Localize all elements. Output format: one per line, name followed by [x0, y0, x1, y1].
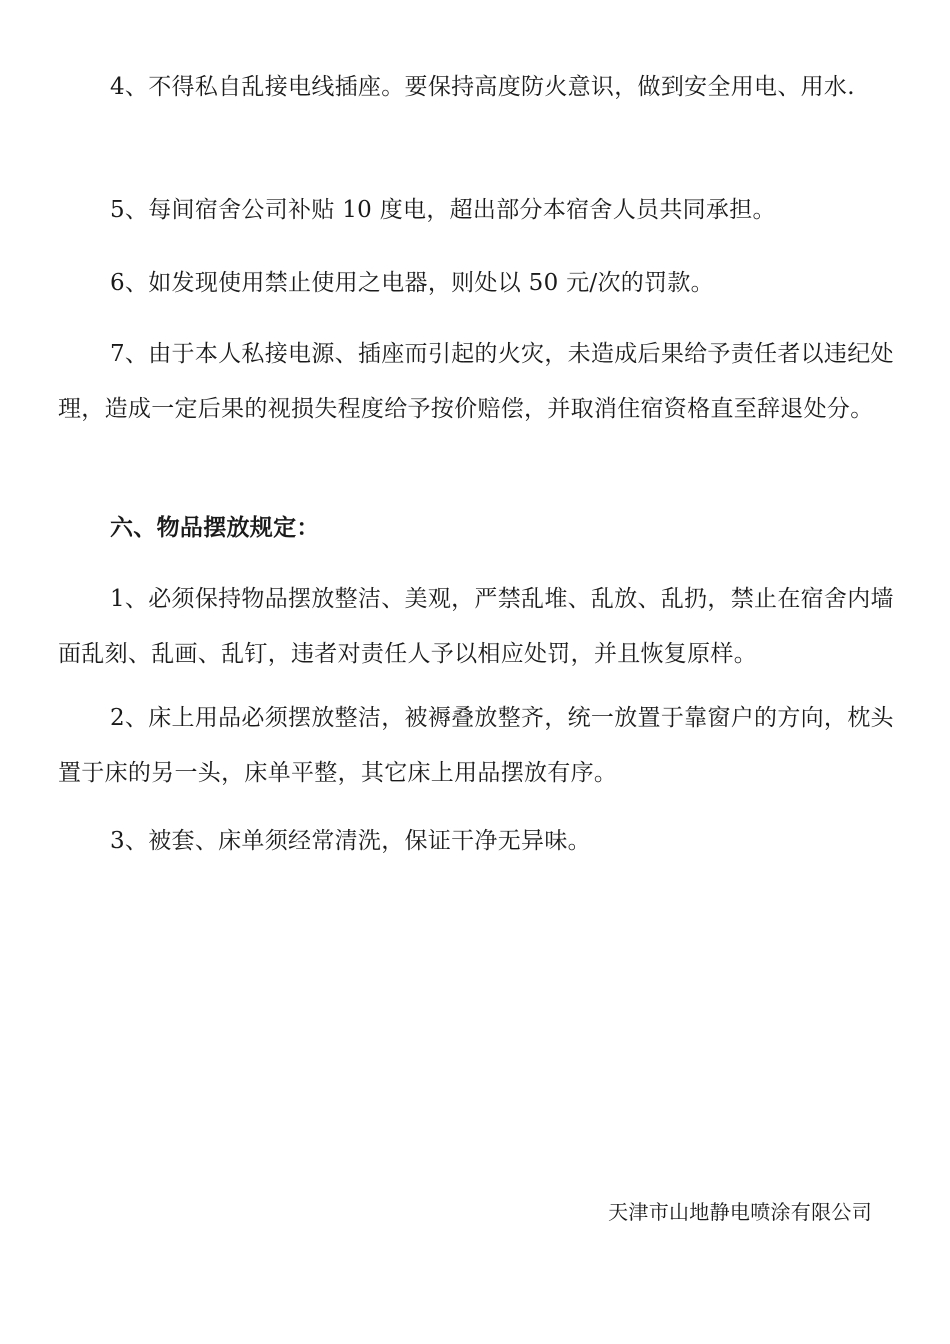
rule-item-7: 7、由于本人私接电源、插座而引起的火灾，未造成后果给予责任者以违纪处理，造成一定后果的视损失程度给予按价赔偿，并取消住宿资格直至辞退处分。	[58, 341, 894, 422]
placement-rule-2: 2、床上用品必须摆放整洁，被褥叠放整齐，统一放置于靠窗户的方向，枕头置于床的另一头，床单平整，其它床上用品摆放有序。	[58, 705, 894, 786]
placement-rule-3: 3、被套、床单须经常清洗，保证干净无异味。	[110, 828, 591, 854]
section-heading: 六、物品摆放规定：	[110, 514, 320, 541]
rule-item-5: 5、每间宿舍公司补贴 10 度电，超出部分本宿舍人员共同承担。	[110, 197, 776, 223]
rule-item-6: 6、如发现使用禁止使用之电器，则处以 50 元/次的罚款。	[110, 270, 714, 296]
rule-item-4: 4、不得私自乱接电线插座。要保持高度防火意识，做到安全用电、用水.	[110, 74, 855, 100]
placement-rule-1: 1、必须保持物品摆放整洁、美观，严禁乱堆、乱放、乱扔，禁止在宿舍内墙面乱刻、乱画、乱钉，违者对责任人予以相应处罚，并且恢复原样。	[58, 586, 894, 667]
company-signature: 天津市山地静电喷涂有限公司	[608, 1200, 872, 1224]
